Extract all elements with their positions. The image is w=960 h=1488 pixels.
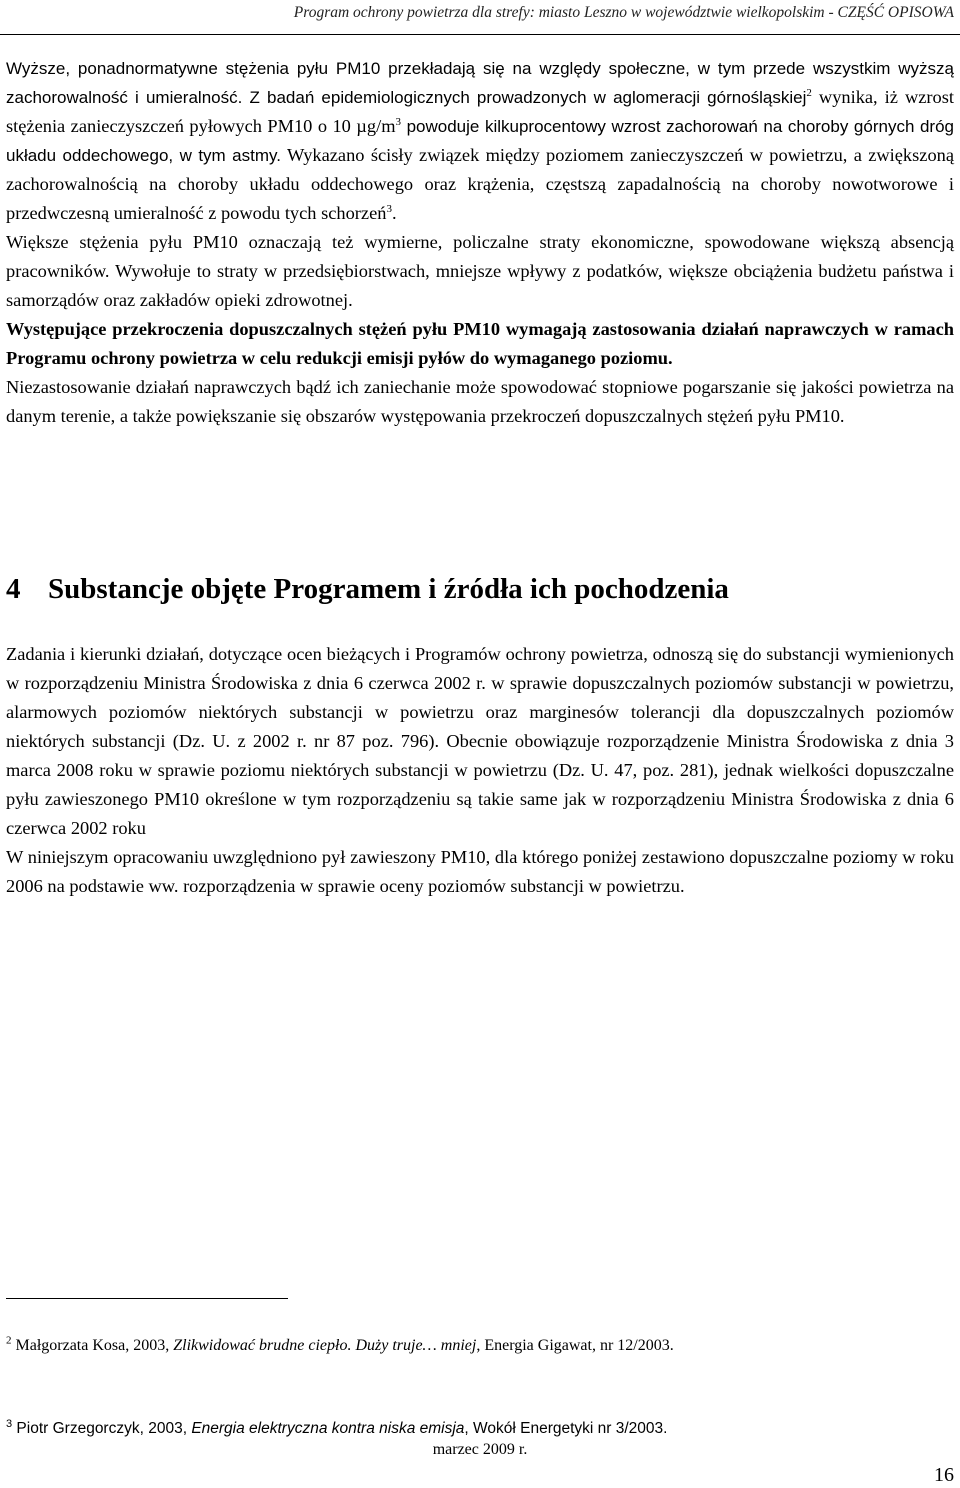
section-number: 4 (6, 573, 21, 605)
body-text-top (6, 54, 954, 431)
paragraph-text: Wykazano ścisły związek między poziomem zanieczyszczeń w powietrzu, a zwiększoną zachorowalnością na choroby układu oddechowego oraz krążenia, częstszą zapadalnością na choroby nowotworowe i przedwczesną umieralność z powodu tych schorzeń (6, 145, 954, 223)
footnote-divider (6, 1298, 288, 1299)
paragraph-health-effects (6, 54, 954, 228)
footnote-text: Piotr Grzegorczyk, 2003, (12, 1420, 192, 1437)
footnote-3 (6, 1419, 954, 1439)
paragraph-text: powoduje kilkuprocentowy wzrost zachorowań na choroby górnych dróg układu oddechowego, w tym astmy. (6, 117, 954, 165)
footnote-text: , Energia Gigawat, nr 12/2003. (476, 1337, 674, 1354)
paragraph-text: Wyższe, ponadnormatywne stężenia pyłu PM10 przekładają się na względy społeczne, w tym przede wszystkim wyższą zachorowalność i umieralność. Z badań epidemiologicznych prowadzonych w aglomeracji górnośląskiej (6, 59, 954, 107)
footnote-number: 2 (6, 1334, 12, 1347)
page-number: 16 (934, 1464, 954, 1486)
paragraph-emphasis: Występujące przekroczenia dopuszczalnych stężeń pyłu PM10 wymagają zastosowania działań naprawczych w ramach Programu ochrony powietrza w celu redukcji emisji pyłów do wymaganego poziomu. (6, 319, 954, 368)
paragraph-text: . (391, 203, 397, 223)
footnote-ref-2[interactable]: 2 (806, 86, 812, 99)
section-title: Substancje objęte Programem i źródła ich pochodzenia (48, 573, 729, 605)
footnote-title: Zlikwidować brudne ciepło. Duży truje… mniej (173, 1337, 477, 1354)
footnote-number: 3 (6, 1417, 13, 1430)
paragraph-regulations: Zadania i kierunki działań, dotyczące ocen bieżących i Programów ochrony powietrza, odnoszą się do substancji wymienionych w rozporządzeniu Ministra Środowiska z dnia 6 czerwca 2002 r. w sprawie dopuszczalnych poziomów substancji w powietrzu, alarmowych poziomów niektórych substancji w powietrzu oraz marginesów tolerancji dla dopuszczalnych poziomów niektórych substancji (Dz. U. z 2002 r. nr 87 poz. 796). Obecnie obowiązuje rozporządzenie Ministra Środowiska z dnia 3 marca 2008 roku w sprawie poziomu niektórych substancji w powietrzu (Dz. U. 47, poz. 281), jednak wielkości dopuszczalne pyłu zawieszonego PM10 określone w tym rozporządzeniu są takie same jak w rozporządzeniu Ministra Środowiska z dnia 6 czerwca 2002 roku (6, 644, 954, 838)
footnote-ref-3[interactable]: 3 (386, 202, 392, 215)
paragraph-scope: W niniejszym opracowaniu uwzględniono pył zawieszony PM10, dla którego poniżej zestawiono dopuszczalne poziomy w roku 2006 na podstawie ww. rozporządzenia w sprawie oceny poziomów substancji w powietrzu. (6, 847, 954, 896)
paragraph-text: wynika, iż wzrost stężenia zanieczyszczeń pyłowych PM10 o 10 µg/m (6, 87, 954, 136)
body-text-section-4 (6, 640, 954, 901)
footnote-text: , Wokół Energetyki nr 3/2003. (464, 1420, 668, 1437)
header-divider (0, 34, 960, 35)
section-heading (6, 571, 954, 607)
superscript-3: 3 (395, 115, 402, 128)
footnote-title: Energia elektryczna kontra niska emisja (191, 1420, 465, 1437)
paragraph-economic-losses: Większe stężenia pyłu PM10 oznaczają też wymierne, policzalne straty ekonomiczne, spowodowane większą absencją pracowników. Wywołuje to straty w przedsiębiorstwach, mniejsze wpływy z podatków, większe obciążenia budżetu państwa i samorządów oraz zakładów opieki zdrowotnej. (6, 232, 954, 310)
footer-date: marzec 2009 r. (432, 1441, 528, 1458)
footnote-text: Małgorzata Kosa, 2003, (11, 1337, 174, 1354)
running-header: Program ochrony powietrza dla strefy: miasto Leszno w województwie wielkopolskim - CZĘŚĆ OPISOWA (293, 4, 954, 21)
paragraph-consequences: Niezastosowanie działań naprawczych bądź ich zaniechanie może spowodować stopniowe pogarszanie się jakości powietrza na danym terenie, a także powiększanie się obszarów występowania przekroczeń dopuszczalnych stężeń pyłu PM10. (6, 377, 954, 426)
footnote-2 (6, 1336, 954, 1356)
